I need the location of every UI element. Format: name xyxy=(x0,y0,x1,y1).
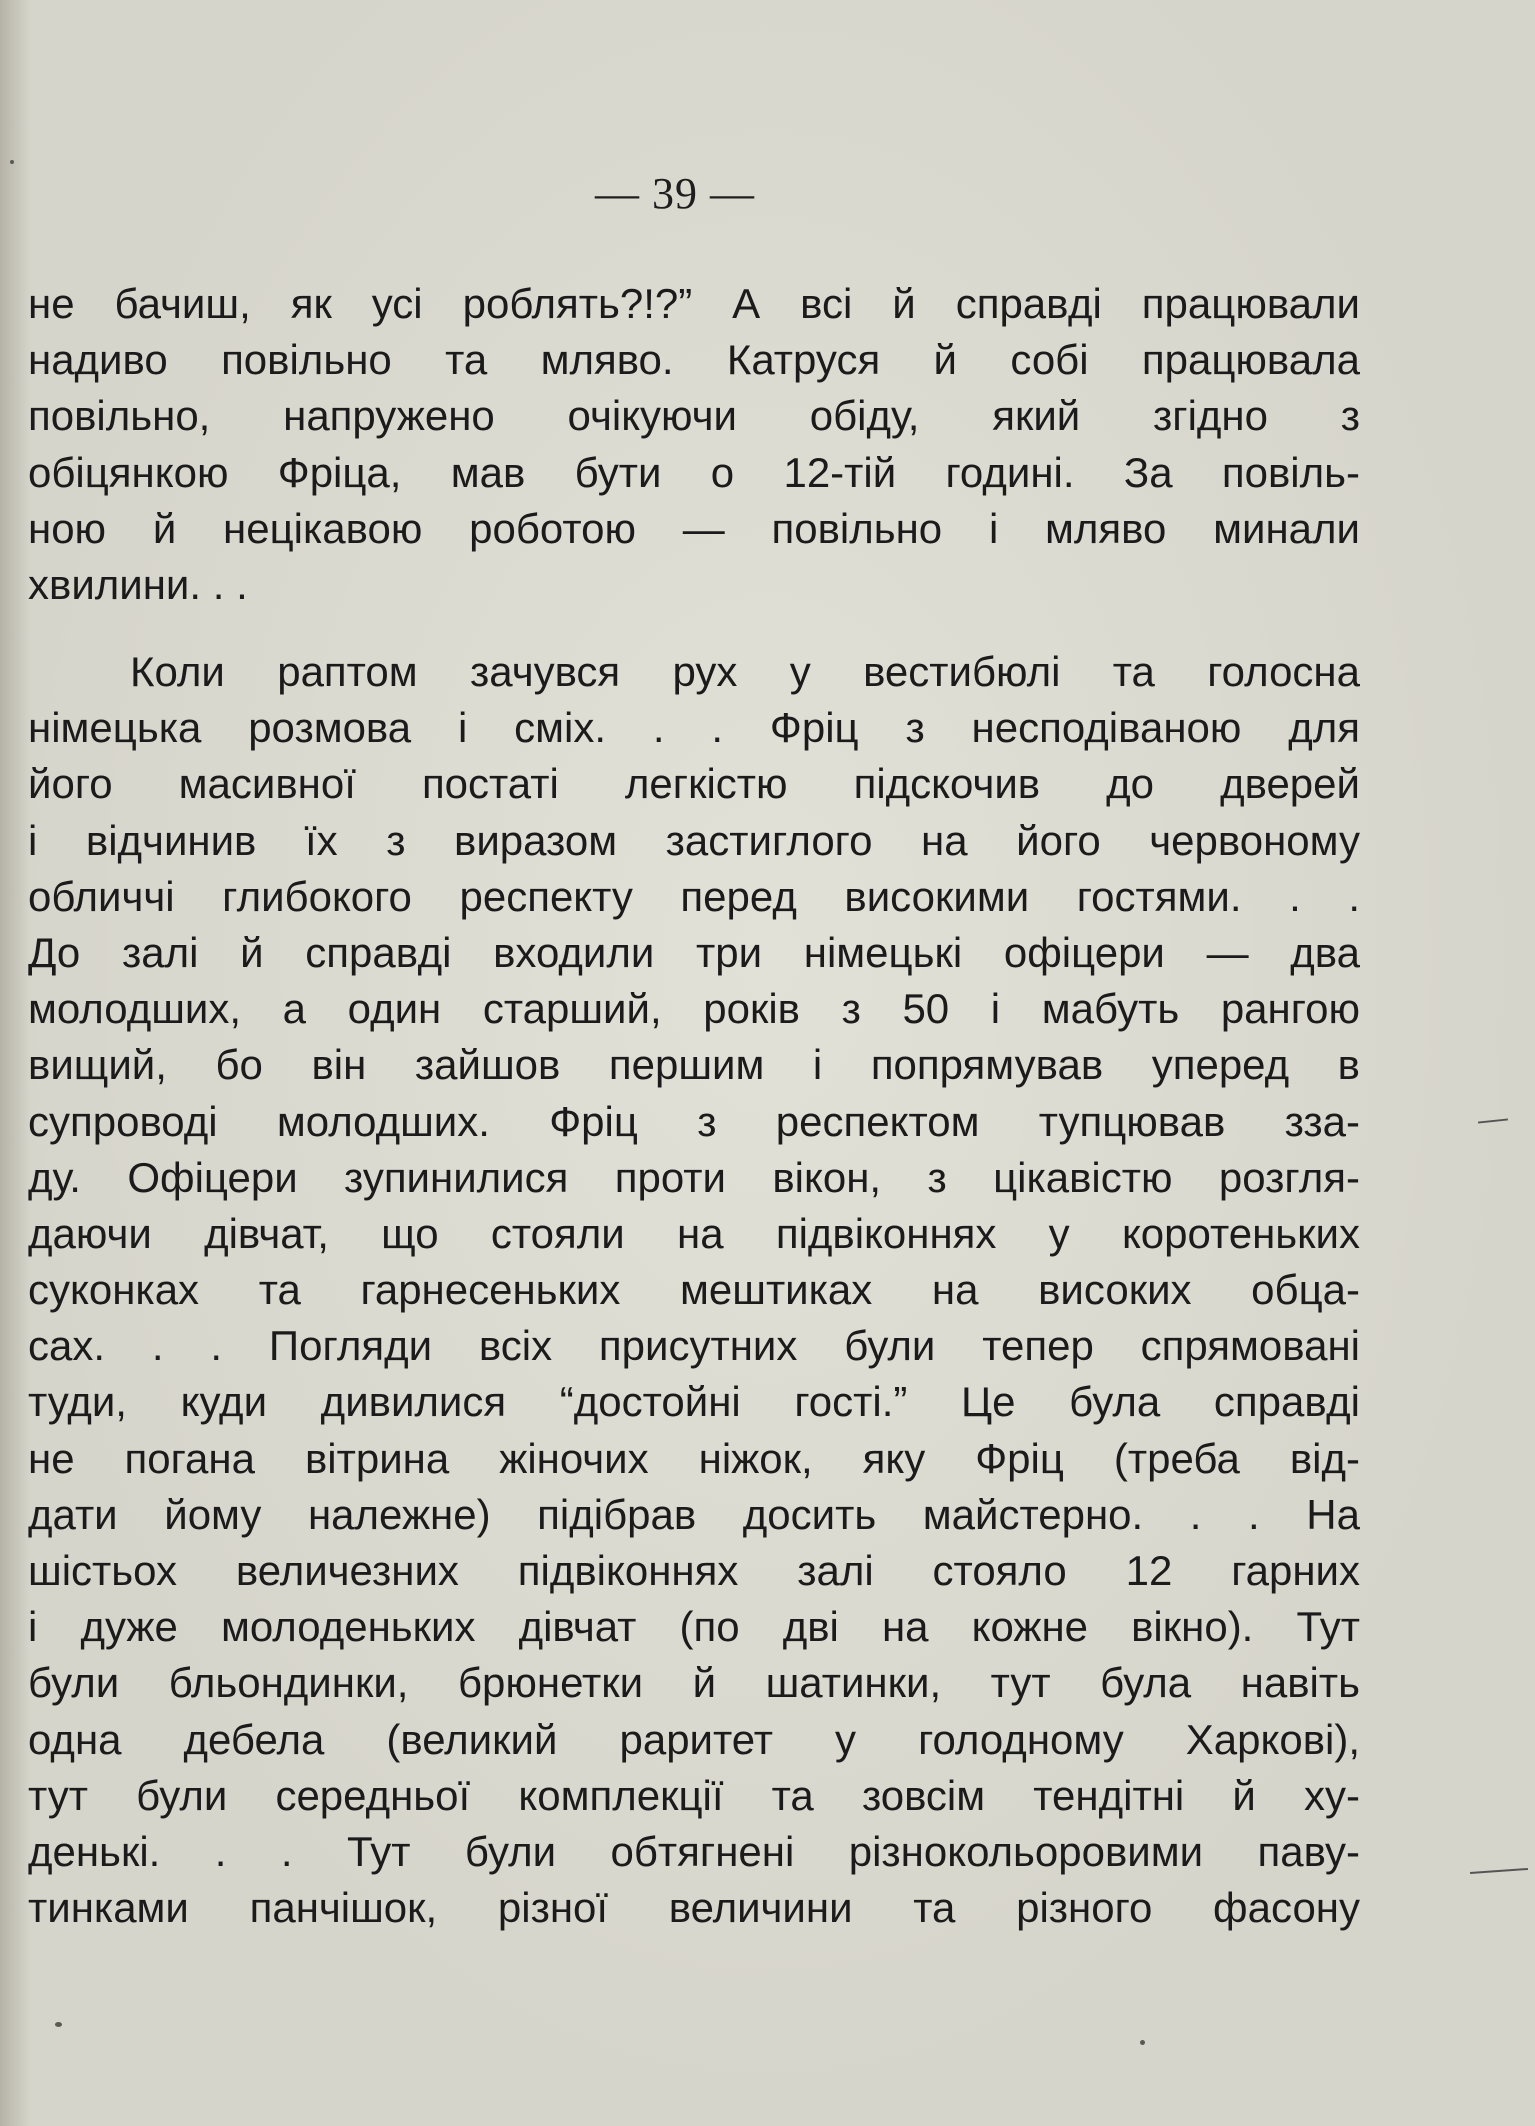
text-line: обличчі глибокого респекту перед високими гостями. . . xyxy=(28,872,1360,920)
text-line: його масивної постаті легкістю підскочив до дверей xyxy=(28,760,1360,808)
text-line: надиво повільно та мляво. Катруся й собі працювала xyxy=(28,336,1360,384)
page-number: — 39 — xyxy=(595,169,755,218)
text-line: хвилини. . . xyxy=(28,560,248,608)
text-line: одна дебела (великий раритет у голодному Харкові), xyxy=(28,1715,1360,1763)
text-line: ною й нецікавою роботою — повільно і мляво минали xyxy=(28,504,1360,552)
text-line: суконках та гарнесеньких мештиках на високих обца- xyxy=(28,1266,1360,1314)
paragraph-2 xyxy=(28,644,1360,1936)
ink-speck xyxy=(1140,2040,1145,2045)
text-line: денькі. . . Тут були обтягнені різнокольоровими паву- xyxy=(28,1827,1360,1875)
text-line: туди, куди дивилися “достойні гості.” Це була справді xyxy=(28,1378,1360,1426)
text-line: обіцянкою Фріца, мав бути о 12-тій годині. За повіль- xyxy=(28,448,1360,496)
ink-speck xyxy=(10,160,14,164)
text-line: і дуже молоденьких дівчат (по дві на кожне вікно). Тут xyxy=(28,1603,1360,1651)
margin-mark xyxy=(1470,1868,1528,1874)
text-line: молодших, а один старший, років з 50 і мабуть рангою xyxy=(28,985,1360,1033)
text-line: шістьох величезних підвіконнях залі стояло 12 гарних xyxy=(28,1547,1360,1594)
text-line: були бльондинки, брюнетки й шатинки, тут була навіть xyxy=(28,1659,1360,1707)
text-line: ду. Офіцери зупинилися проти вікон, з цікавістю розгля- xyxy=(28,1153,1360,1201)
text-line: До залі й справді входили три німецькі офіцери — два xyxy=(28,928,1360,976)
margin-mark xyxy=(1478,1118,1508,1123)
text-line: Коли раптом зачувся рух у вестибюлі та голосна xyxy=(130,648,1360,695)
paragraph-1 xyxy=(28,276,1360,613)
text-line: не погана вітрина жіночих ніжок, яку Фріц (треба від- xyxy=(28,1434,1360,1482)
text-line: повільно, напружено очікуючи обіду, який згідно з xyxy=(28,392,1360,440)
text-line: і відчинив їх з виразом застиглого на його червоному xyxy=(28,816,1360,864)
text-line: тут були середньої комплекції та зовсім тендітні й ху- xyxy=(28,1771,1360,1819)
text-line: сах. . . Погляди всіх присутних були тепер спрямовані xyxy=(28,1322,1360,1370)
text-line: не бачиш, як усі роблять?!?” А всі й справді працювали xyxy=(28,280,1360,327)
text-line: тинками панчішок, різної величини та різного фасону xyxy=(28,1884,1360,1932)
text-line: даючи дівчат, що стояли на підвіконнях у коротеньких xyxy=(28,1209,1360,1257)
ink-speck xyxy=(55,2022,62,2027)
text-line: дати йому належне) підібрав досить майстерно. . . На xyxy=(28,1490,1360,1538)
text-line: супроводі молодших. Фріц з респектом тупцював зза- xyxy=(28,1097,1360,1145)
text-line: німецька розмова і сміх. . . Фріц з несподіваною для xyxy=(28,704,1360,752)
text-line: вищий, бо він зайшов першим і попрямував уперед в xyxy=(28,1041,1360,1089)
